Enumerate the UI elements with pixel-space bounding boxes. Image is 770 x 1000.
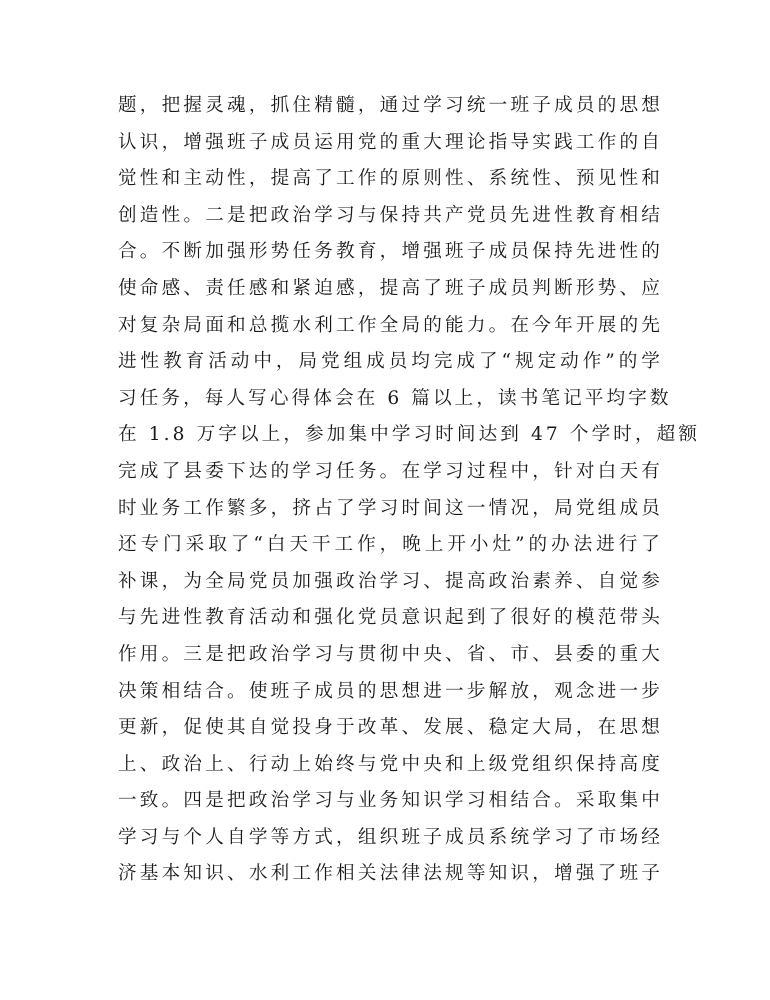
- text-line-6: 使命感、责任感和紧迫感，提高了班子成员判断形势、应: [118, 277, 663, 299]
- text-line-9: 习任务，每人写心得体会在 6 篇以上，读书笔记平均字数: [118, 387, 672, 409]
- text-line-4: 创造性。二是把政治学习与保持共产党员先进性教育相结: [118, 204, 663, 226]
- text-line-11: 完成了县委下达的学习任务。在学习过程中，针对白天有: [118, 460, 663, 482]
- text-line-3: 觉性和主动性，提高了工作的原则性、系统性、预见性和: [118, 168, 663, 190]
- text-line-8: 进性教育活动中，局党组成员均完成了“规定动作”的学: [118, 351, 663, 373]
- text-line-16: 作用。三是把政治学习与贯彻中央、省、市、县委的重大: [118, 643, 663, 665]
- text-line-12: 时业务工作繁多，挤占了学习时间这一情况，局党组成员: [118, 497, 663, 519]
- text-line-17: 决策相结合。使班子成员的思想进一步解放，观念进一步: [118, 680, 663, 702]
- text-line-22: 济基本知识、水利工作相关法律法规等知识，增强了班子: [118, 863, 663, 885]
- text-line-18: 更新，促使其自觉投身于改革、发展、稳定大局，在思想: [118, 717, 663, 739]
- text-line-2: 认识，增强班子成员运用党的重大理论指导实践工作的自: [118, 131, 663, 153]
- text-line-13: 还专门采取了“白天干工作，晚上开小灶”的办法进行了: [118, 534, 663, 556]
- text-line-15: 与先进性教育活动和强化党员意识起到了很好的模范带头: [118, 607, 663, 629]
- text-line-5: 合。不断加强形势任务教育，增强班子成员保持先进性的: [118, 241, 663, 263]
- text-line-19: 上、政治上、行动上始终与党中央和上级党组织保持高度: [118, 753, 663, 775]
- text-line-10: 在 1.8 万字以上，参加集中学习时间达到 47 个学时，超额: [118, 424, 701, 446]
- body-text: [118, 88, 701, 893]
- text-line-21: 学习与个人自学等方式，组织班子成员系统学习了市场经: [118, 826, 663, 848]
- text-line-1: 题，把握灵魂，抓住精髓，通过学习统一班子成员的思想: [118, 95, 663, 116]
- text-line-14: 补课，为全局党员加强政治学习、提高政治素养、自觉参: [118, 570, 663, 592]
- text-line-20: 一致。四是把政治学习与业务知识学习相结合。采取集中: [118, 790, 663, 812]
- text-line-7: 对复杂局面和总揽水利工作全局的能力。在今年开展的先: [118, 314, 663, 336]
